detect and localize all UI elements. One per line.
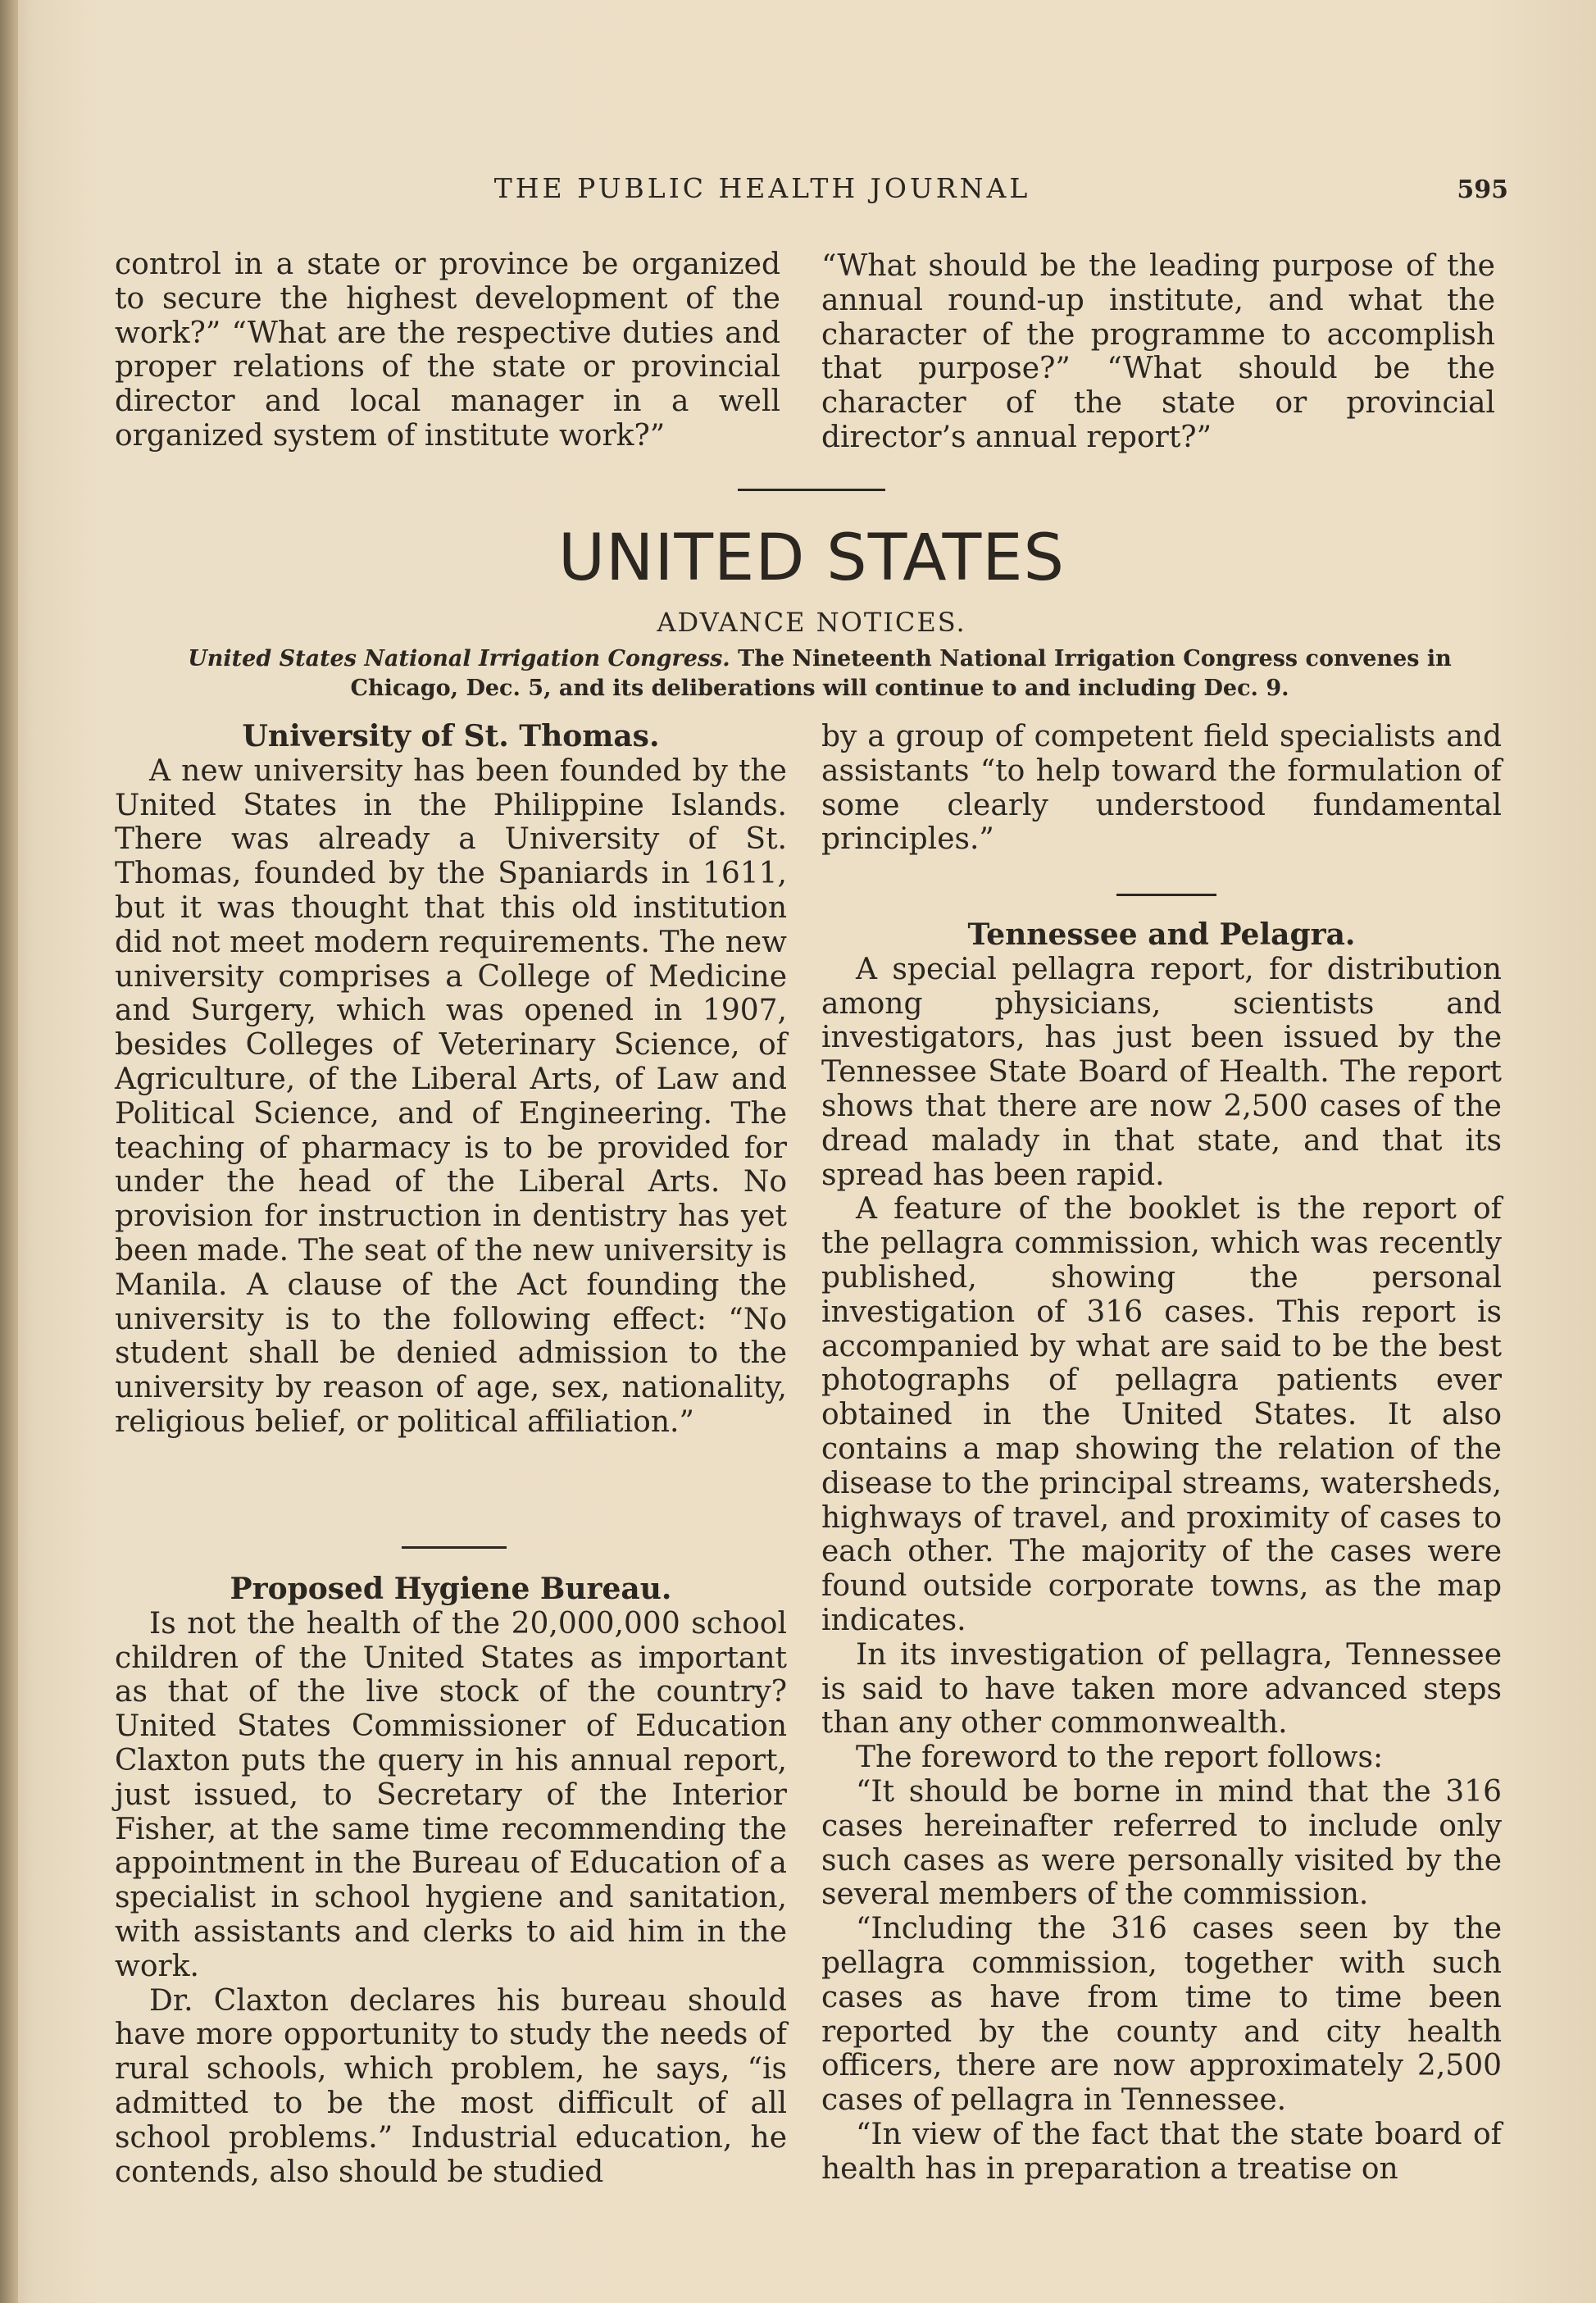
hygiene-continued <box>821 720 1502 857</box>
article-hygiene <box>115 1573 787 2189</box>
section-divider <box>738 489 885 491</box>
st-thomas-heading: University of St. Thomas. <box>242 719 660 753</box>
advance-notices-heading: ADVANCE NOTICES. <box>657 607 966 638</box>
notice-text: The Nineteenth National Irrigation Congress convenes in Chicago, Dec. 5, and its deliberations will continue to and including Dec. 9. <box>350 646 1452 701</box>
hygiene-continued-text: by a group of competent field specialists and assistants “to help toward the formulation of some clearly understood fundamental principles.” <box>821 720 1502 857</box>
notice-italic-title: United States National Irrigation Congress. <box>188 646 730 671</box>
irrigation-notice <box>180 644 1459 703</box>
top-right-text: “What should be the leading purpose of the annual round-up institute, and what the character of the programme to accomplish that purpose?” “What should be the character of the state or provincial director’s annual report?” <box>821 249 1495 454</box>
pellagra-heading: Tennessee and Pelagra. <box>967 917 1356 952</box>
st-thomas-body: A new university has been founded by the United States in the Philippine Islands. There was already a University of St. Thomas, founded by the Spaniards in 1611, but it was thought that this old institution did not meet modern requirements. The new university comprises a College of Medicine and Surgery, which was opened in 1907, besides Colleges of Veterinary Science, of Agriculture, of the Liberal Arts, of Law and Political Science, and of Engineering. The teaching of pharmacy is to be provided for under the head of the Liberal Arts. No provision for instruction in dentistry has yet been made. The seat of the new university is Manila. A clause of the Act founding the university is to the following effect: “No student shall be denied admission to the university by reason of age, sex, nationality, religious belief, or political affiliation.” <box>115 753 787 1439</box>
article-divider-left <box>402 1546 507 1549</box>
pellagra-para-5: “It should be borne in mind that the 316 cases hereinafter referred to include only such cases as were personally visited by the several members of the commission. <box>821 1774 1502 1912</box>
pellagra-para-3: In its investigation of pellagra, Tennessee is said to have taken more advanced steps than any other commonwealth. <box>821 1637 1502 1741</box>
section-title: UNITED STATES <box>557 521 1066 595</box>
top-right-continuation <box>821 249 1495 455</box>
article-pellagra <box>821 918 1502 2186</box>
running-head <box>115 172 1508 213</box>
pellagra-para-4: The foreword to the report follows: <box>856 1741 1384 1775</box>
page-number: 595 <box>1457 175 1508 204</box>
pellagra-para-7: “In view of the fact that the state board of health has in preparation a treatise on <box>821 2117 1502 2186</box>
pellagra-para-1: A special pellagra report, for distribution among physicians, scientists and investigators, has just been issued by the Tennessee State Board of Health. The report shows that there are now 2,500 cases of the dread malady in that state, and that its spread has been rapid. <box>821 952 1502 1192</box>
top-left-continuation <box>115 248 780 453</box>
article-st-thomas <box>115 720 787 1440</box>
top-left-text: control in a state or province be organized to secure the highest development of the work?” “What are the respective duties and proper relations of the state or provincial director and local manager in a well organized system of institute work?” <box>115 248 780 453</box>
hygiene-para-1: Is not the health of the 20,000,000 school children of the United States as important as that of the live stock of the country? United States Commissioner of Education Claxton puts the query in his annual report, just issued, to Secretary of the Interior Fisher, at the same time recommending the appointment in the Bureau of Education of a specialist in school hygiene and sanitation, with assistants and clerks to aid him in the work. <box>115 1606 787 1983</box>
page-binding-edge <box>0 0 18 2303</box>
running-title: THE PUBLIC HEALTH JOURNAL <box>493 172 1031 204</box>
hygiene-heading: Proposed Hygiene Bureau. <box>230 1572 672 1606</box>
pellagra-para-2: A feature of the booklet is the report of the pellagra commission, which was recently published, showing the personal investigation of 316 cases. This report is accompanied by what are said to be the best photographs of pellagra patients ever obtained in the United States. It also contains a map showing the relation of the disease to the principal streams, watersheds, highways of travel, and proximity of cases to each other. The majority of the cases were found outside corporate towns, as the map indicates. <box>821 1192 1502 1637</box>
pellagra-para-6: “Including the 316 cases seen by the pellagra commission, together with such cases as have from time to time been reported by the county and city health officers, there are now approximately 2,500 cases of pellagra in Tennessee. <box>821 1912 1502 2118</box>
hygiene-para-2: Dr. Claxton declares his bureau should have more opportunity to study the needs of rural schools, which problem, he says, “is admitted to be the most difficult of all school problems.” Industrial education, he contends, also should be studied <box>115 1983 787 2189</box>
article-divider-right <box>1116 894 1216 896</box>
